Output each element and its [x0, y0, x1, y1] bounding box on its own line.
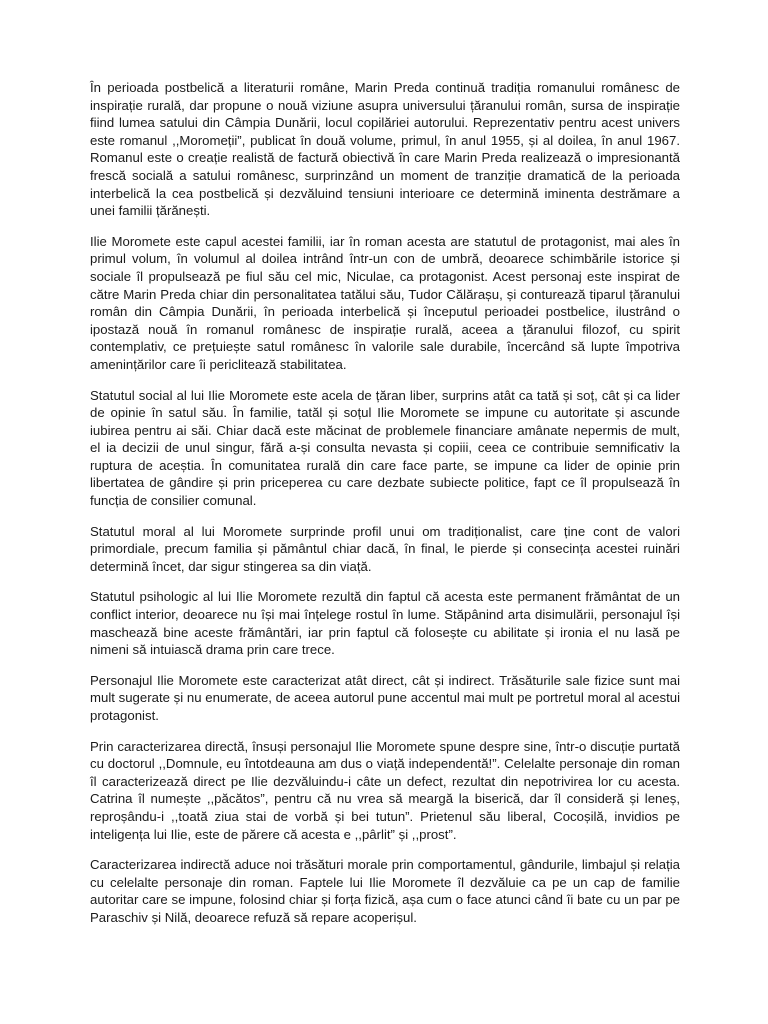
paragraph-direct-characterization: Prin caracterizarea directă, însuși personajul Ilie Moromete spune despre sine, într-o discuție purtată cu doctorul ,,Domnule, eu întotdeauna am dus o viață independentă!”. Celelalte personaje din roman îl caracterizează direct pe Ilie dezvăluindu-i câte un defect, rezultat din nepotrivirea lor cu acesta. Catrina îl numește ,,păcătos”, pentru că nu vrea să meargă la biserică, dar îl consideră și leneș, reproșându-i ,,toată ziua stai de vorbă și bei tutun”. Prietenul său liberal, Cocoșilă, invidios pe inteligența lui Ilie, este de părere că acesta e ,,pârlit” și ,,prost”.: [90, 738, 680, 842]
paragraph-intro: În perioada postbelică a literaturii române, Marin Preda continuă tradiția romanului românesc de inspirație rurală, dar propune o nouă viziune asupra universului țăranului român, sursa de inspirație fiind lumea satului din Câmpia Dunării, locul copilăriei autorului. Reprezentativ pentru acest univers este romanul ,,Moromeții”, publicat în două volume, primul, în anul 1955, și al doilea, în anul 1967. Romanul este o creație realistă de factură obiectivă în care Marin Preda realizează o impresionantă frescă socială a satului românesc, surprinzând un moment de tranziție dramatică de la perioada interbelică la cea postbelică și dezvăluind tensiuni interioare ce determină iminenta destrămare a unei familii țărănești.: [90, 80, 680, 219]
document-body: [90, 79, 680, 940]
paragraph-indirect-characterization: Caracterizarea indirectă aduce noi trăsături morale prin comportamentul, gândurile, limbajul și relația cu celelalte personaje din roman. Faptele lui Ilie Moromete îl dezvăluie ca pe un cap de familie autoritar care se impune, folosind chiar și forța fizică, așa cum o face atunci când îi bate cu un par pe Paraschiv și Nilă, deoarece refuză să repare acoperișul.: [90, 857, 680, 925]
paragraph-protagonist: Ilie Moromete este capul acestei familii, iar în roman acesta are statutul de protagonist, mai ales în primul volum, în volumul al doilea intrând într-un con de umbră, deoarece schimbările istorice și sociale îl propulsează pe fiul său cel mic, Niculae, ca protagonist. Acest personaj este inspirat de către Marin Preda chiar din personalitatea tatălui său, Tudor Călărașu, și conturează tiparul țăranului român din Câmpia Dunării, în perioada interbelică și începutul perioadei postbelice, ilustrând o ipostază nouă în romanul românesc de inspirație rurală, aceea a țăranului filozof, cu spirit contemplativ, ce prețuiește satul românesc în valorile sale durabile, încercând să lupte împotriva amenințărilor care îi periclitează stabilitatea.: [90, 233, 680, 372]
paragraph-social-status: Statutul social al lui Ilie Moromete este acela de țăran liber, surprins atât ca tată și soț, cât și ca lider de opinie în satul său. În familie, tatăl și soțul Ilie Moromete se impune cu autoritate și ascunde iubirea pentru ai săi. Chiar dacă este măcinat de problemele financiare amânate nepermis de mult, el ia decizii de unul singur, fără a-și consulta nevasta și copiii, ceea ce contribuie semnificativ la ruptura de aceștia. În comunitatea rurală din care face parte, se impune ca lider de opinie prin libertatea de gândire și prin priceperea cu care dezbate subiecte politice, fapt ce îl propulsează în funcția de consilier comunal.: [90, 387, 680, 509]
paragraph-psychological-status: Statutul psihologic al lui Ilie Moromete rezultă din faptul că acesta este permanent frământat de un conflict interior, deoarece nu își mai înțelege rostul în lume. Stăpânind arta disimulării, personajul își maschează bine aceste frământări, iar prin faptul că folosește cu abilitate și ironia el nu lasă pe nimeni să intuiască drama prin care trece.: [90, 589, 680, 658]
paragraph-moral-status: Statutul moral al lui Moromete surprinde profil unui om tradiționalist, care ține cont de valori primordiale, precum familia și pământul chiar dacă, în final, le pierde și consecința acestei ruinări determină încet, dar sigur stingerea sa din viață.: [90, 523, 680, 574]
paragraph-characterization: Personajul Ilie Moromete este caracterizat atât direct, cât și indirect. Trăsăturile sale fizice sunt mai mult sugerate și nu enumerate, de aceea autorul pune accentul mai mult pe portretul moral al acestui protagonist.: [90, 672, 680, 723]
